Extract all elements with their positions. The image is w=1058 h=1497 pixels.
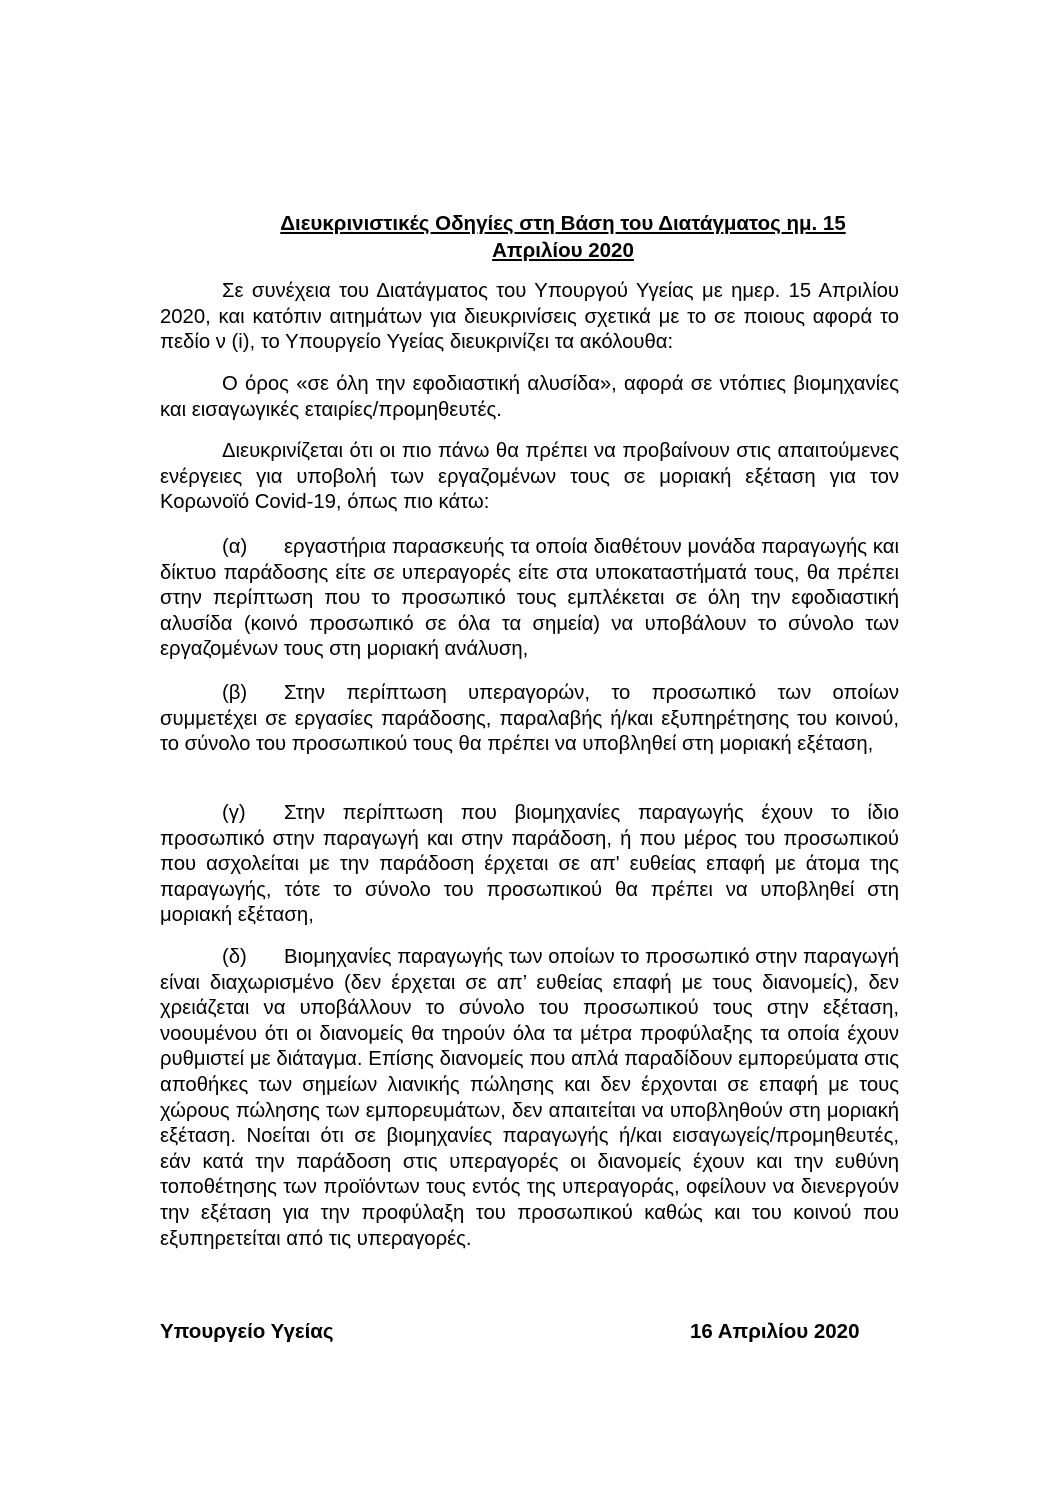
list-item-text: εργαστήρια παρασκευής τα οποία διαθέτουν μονάδα παραγωγής και δίκτυο παράδοσης είτε σε υπεραγορές είτε στα υποκαταστήματά τους, θα πρέπει στην περίπτωση που το προσωπικό τους εμπλέκεται σε όλη την εφοδιαστική αλυσίδα (κοινό προσωπικό σε όλα τα σημεία) να υποβάλουν το σύνολο των εργαζομένων τους στη μοριακή ανάλυση, bbox=[160, 536, 899, 661]
list-item-label: (α) bbox=[222, 536, 248, 558]
document-title-line-1: Διευκρινιστικές Οδηγίες στη Βάση του Διατάγματος ημ. 15 bbox=[280, 212, 846, 235]
footer-issuer: Υπουργείο Υγείας bbox=[160, 1320, 334, 1343]
list-item-b bbox=[160, 681, 899, 758]
intro-paragraph: Σε συνέχεια του Διατάγματος του Υπουργού Υγείας με ημερ. 15 Απριλίου 2020, και κατόπιν αιτημάτων για διευκρινίσεις σχετικά με το σε ποιους αφορά το πεδίο ν (i), το Υπουργείο Υγείας διευκρινίζει τα ακόλουθα: bbox=[160, 280, 899, 354]
list-item-label: (γ) bbox=[222, 802, 246, 824]
list-item-text: Βιομηχανίες παραγωγής των οποίων το προσωπικό στην παραγωγή είναι διαχωρισμένο (δεν έρχεται σε απ’ ευθείας επαφή με τους διανομείς), δεν χρειάζεται να υποβάλλουν το σύνολο του προσωπικού τους στην εξέταση, νοουμένου ότι οι διανομείς θα τηρούν όλα τα μέτρα προφύλαξης τα οποία έχουν ρυθμιστεί με διάταγμα. Επίσης διανομείς που απλά παραδίδουν εμπορεύματα στις αποθήκες των σημείων λιανικής πώλησης και δεν έρχονται σε επαφή με τους χώρους πώλησης των εμπορευμάτων, δεν απαιτείται να υποβληθούν στη μοριακή εξέταση. Νοείται ότι σε βιομηχανίες παραγωγής ή/και εισαγωγείς/προμηθευτές, εάν κατά την παράδοση στις υπεραγορές οι διανομείς έχουν και την ευθύνη τοποθέτησης των προϊόντων τους εντός της υπεραγοράς, οφείλουν να διενεργούν την εξέταση για την προφύλαξη του προσωπικού καθώς και του κοινού που εξυπηρετείται από τις υπεραγορές. bbox=[160, 946, 899, 1250]
list-item-label: (β) bbox=[222, 682, 248, 704]
list-item-text: Στην περίπτωση που βιομηχανίες παραγωγής έχουν το ίδιο προσωπικό στην παραγωγή και στην παράδοση, ή που μέρος του προσωπικού που ασχολείται με την παράδοση έρχεται σε απ' ευθείας επαφή με άτομα της παραγωγής, τότε το σύνολο του προσωπικού θα πρέπει να υποβληθεί στη μοριακή εξέταση, bbox=[160, 802, 899, 927]
document-title-line-2: Απριλίου 2020 bbox=[492, 239, 634, 262]
clarification-paragraph: Διευκρινίζεται ότι οι πιο πάνω θα πρέπει να προβαίνουν στις απαιτούμενες ενέργειες για υποβολή των εργαζομένων τους σε μοριακή εξέταση για τον Κορωνοϊό Covid-19, όπως πιο κάτω: bbox=[160, 440, 899, 514]
term-paragraph: Ο όρος «σε όλη την εφοδιαστική αλυσίδα», αφορά σε ντόπιες βιομηχανίες και εισαγωγικές εταιρίες/προμηθευτές. bbox=[160, 373, 899, 421]
list-item-text: Στην περίπτωση υπεραγορών, το προσωπικό των οποίων συμμετέχει σε εργασίες παράδοσης, παραλαβής ή/και εξυπηρέτησης του κοινού, το σύνολο του προσωπικού τους θα πρέπει να υποβληθεί στη μοριακή εξέταση, bbox=[160, 682, 899, 756]
footer-date: 16 Απριλίου 2020 bbox=[690, 1320, 860, 1343]
list-item-label: (δ) bbox=[222, 946, 247, 968]
document-title bbox=[160, 210, 966, 264]
list-item-d bbox=[160, 945, 899, 1252]
list-item-c bbox=[160, 801, 899, 929]
list-item-a bbox=[160, 535, 899, 663]
